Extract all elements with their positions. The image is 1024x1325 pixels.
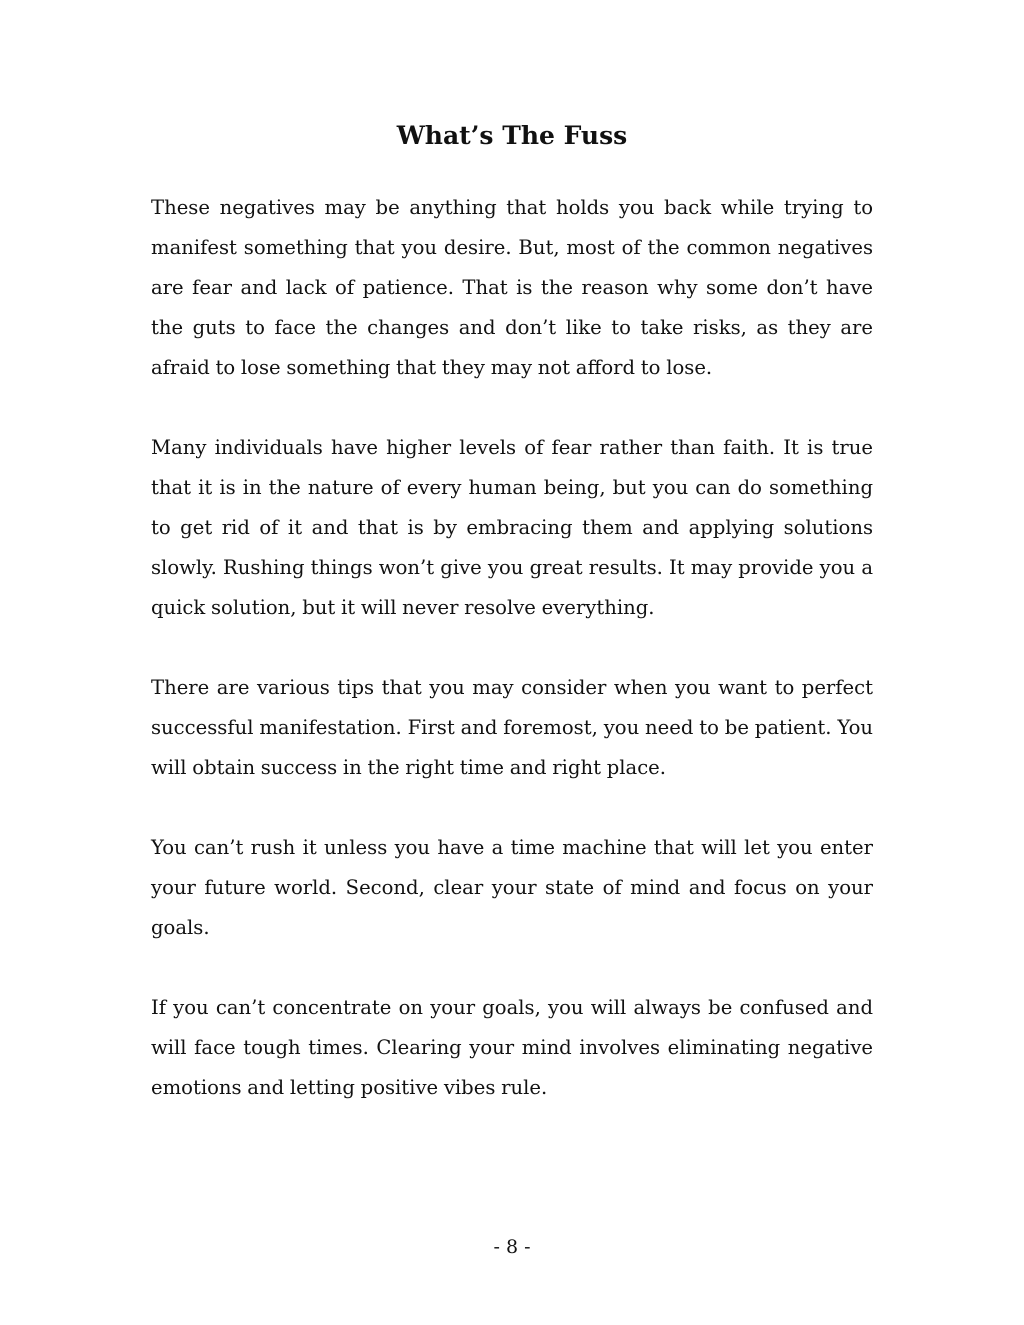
paragraph-1: These negatives may be anything that holds you back while trying to manifest something that you desire. But, most of the common negatives are fear and lack of patience. That is the reason why some don’t have the guts to face the changes and don’t like to take risks, as they are afraid to lose something that they may not afford to lose. — [151, 196, 873, 379]
paragraph-5: If you can’t concentrate on your goals, you will always be confused and will face tough times. Clearing your mind involves eliminating negative emotions and letting positive vibes rule. — [151, 996, 873, 1099]
paragraph-2: Many individuals have higher levels of fear rather than faith. It is true that it is in the nature of every human being, but you can do something to get rid of it and that is by embracing them and applying solutions slowly. Rushing things won’t give you great results. It may provide you a quick solution, but it will never resolve everything. — [151, 436, 873, 619]
page-title: What’s The Fuss — [396, 121, 628, 150]
body-text — [151, 188, 873, 1148]
paragraph-4: You can’t rush it unless you have a time machine that will let you enter your future world. Second, clear your state of mind and focus on your goals. — [151, 836, 873, 939]
paragraph-3: There are various tips that you may consider when you want to perfect successful manifestation. First and foremost, you need to be patient. You will obtain success in the right time and right place. — [151, 676, 873, 779]
page-number: - 8 - — [493, 1236, 531, 1258]
